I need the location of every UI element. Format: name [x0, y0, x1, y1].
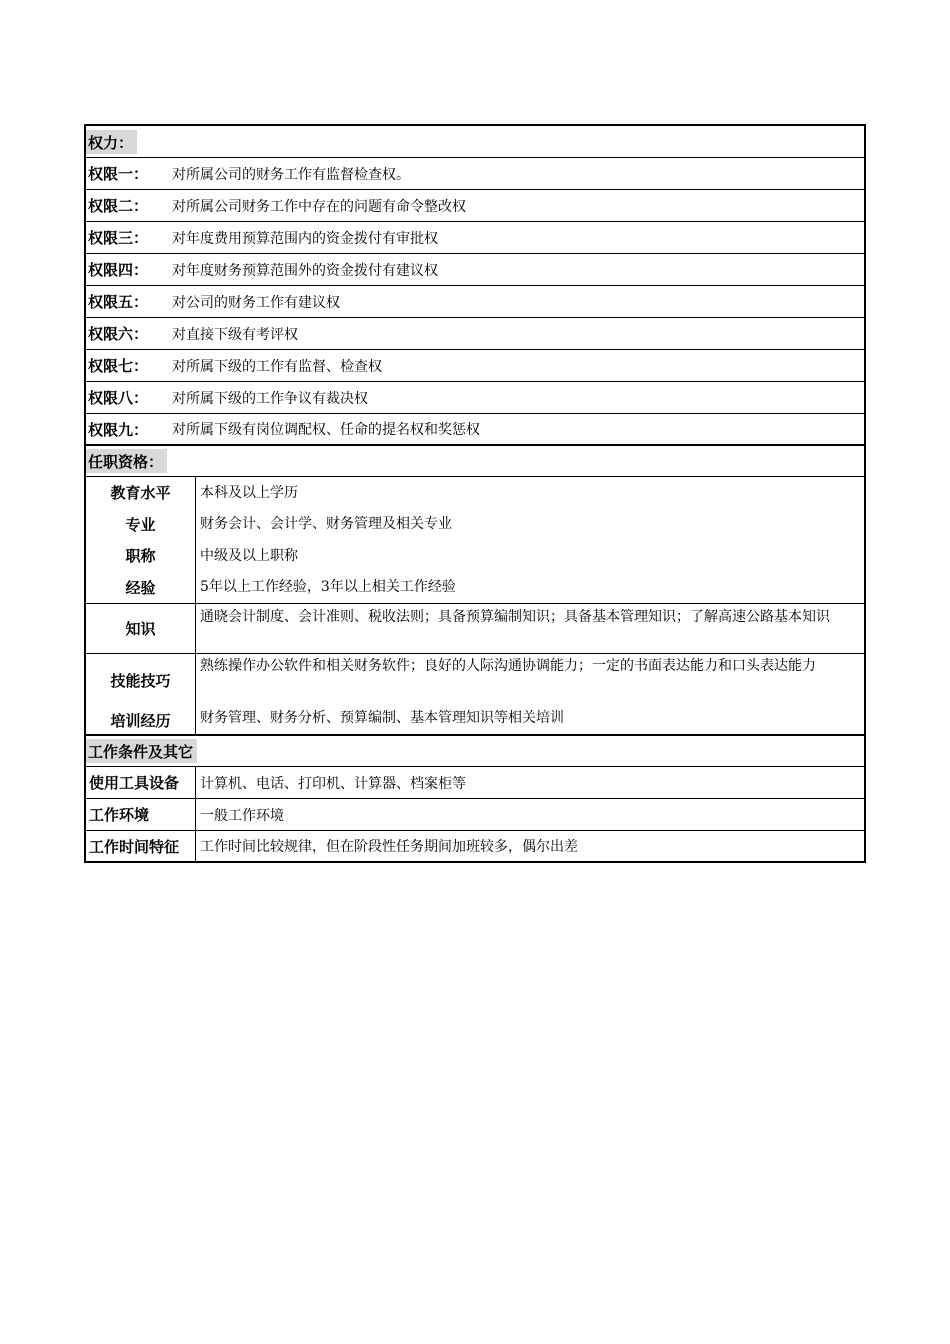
- knowledge-value: 通晓会计制度、会计准则、税收法则；具备预算编制知识；具备基本管理知识；了解高速公路基本知识: [200, 609, 830, 625]
- experience-value: 5年以上工作经验，3年以上相关工作经验: [200, 579, 456, 596]
- power-item-text: 对所属下级有岗位调配权、任命的提名权和奖惩权: [172, 422, 480, 438]
- power-item-label: 权限一：: [88, 165, 149, 183]
- major-label: 专业: [125, 515, 156, 534]
- tools-value: 计算机、电话、打印机、计算器、档案柜等: [200, 775, 466, 792]
- power-item-4: [86, 254, 864, 286]
- major-value: 财务会计、会计学、财务管理及相关专业: [200, 516, 452, 533]
- condition-environment: [86, 799, 864, 831]
- condition-work-time: [86, 831, 864, 861]
- skills-value: 熟练操作办公软件和相关财务软件；良好的人际沟通协调能力；一定的书面表达能力和口头表达能力: [200, 658, 816, 674]
- training-value: 财务管理、财务分析、预算编制、基本管理知识等相关培训: [200, 710, 564, 726]
- power-item-text: 对公司的财务工作有建议权: [172, 294, 340, 311]
- skills-label: 技能技巧: [110, 671, 171, 690]
- title-value: 中级及以上职称: [200, 547, 298, 564]
- power-item-5: [86, 286, 864, 318]
- qualification-basic-block: [86, 477, 864, 604]
- qualification-basic-values: [196, 477, 864, 603]
- conditions-section-header: [86, 736, 864, 767]
- power-header-label: 权力：: [86, 130, 137, 154]
- job-description-table: [84, 124, 866, 863]
- power-item-text: 对年度财务预算范围外的资金拨付有建议权: [172, 262, 438, 279]
- power-item-label: 权限九：: [88, 420, 149, 439]
- power-item-2: [86, 190, 864, 222]
- qualification-knowledge: [86, 604, 864, 654]
- power-item-text: 对直接下级有考评权: [172, 326, 298, 343]
- qualifications-section-header: [86, 446, 864, 477]
- environment-value: 一般工作环境: [200, 807, 284, 824]
- knowledge-label: 知识: [86, 604, 196, 653]
- power-item-label: 权限三：: [88, 229, 149, 247]
- work-time-label: 工作时间特征: [86, 831, 196, 861]
- qualification-basic-labels: [86, 477, 196, 603]
- environment-label: 工作环境: [86, 799, 196, 830]
- tools-label: 使用工具设备: [86, 767, 196, 798]
- power-item-text: 对所属下级的工作争议有裁决权: [172, 390, 368, 407]
- education-value: 本科及以上学历: [200, 484, 298, 501]
- education-label: 教育水平: [110, 484, 171, 503]
- skills-training-labels: [86, 654, 196, 734]
- conditions-header-label: 工作条件及其它: [86, 739, 197, 763]
- power-item-1: [86, 158, 864, 190]
- skills-training-values: [196, 654, 864, 734]
- qualifications-header-label: 任职资格：: [86, 449, 167, 473]
- training-label: 培训经历: [110, 711, 171, 730]
- power-item-7: [86, 350, 864, 382]
- power-section-header: [86, 126, 864, 158]
- condition-tools: [86, 767, 864, 799]
- power-item-label: 权限二：: [88, 197, 149, 215]
- power-item-9: [86, 414, 864, 446]
- qualifications-body: [86, 477, 864, 736]
- power-item-text: 对年度费用预算范围内的资金拨付有审批权: [172, 230, 438, 247]
- power-item-text: 对所属公司财务工作中存在的问题有命令整改权: [172, 198, 466, 215]
- power-item-label: 权限五：: [88, 293, 149, 311]
- power-item-8: [86, 382, 864, 414]
- power-item-6: [86, 318, 864, 350]
- power-item-label: 权限七：: [88, 357, 149, 375]
- work-time-value: 工作时间比较规律，但在阶段性任务期间加班较多，偶尔出差: [200, 839, 578, 855]
- qualification-skills-training: [86, 654, 864, 734]
- power-item-label: 权限八：: [88, 389, 149, 407]
- power-item-text: 对所属下级的工作有监督、检查权: [172, 358, 382, 375]
- title-label: 职称: [125, 547, 156, 566]
- power-item-label: 权限四：: [88, 261, 149, 279]
- experience-label: 经验: [125, 578, 156, 597]
- power-item-3: [86, 222, 864, 254]
- power-item-label: 权限六：: [88, 325, 149, 343]
- power-item-text: 对所属公司的财务工作有监督检查权。: [172, 166, 410, 183]
